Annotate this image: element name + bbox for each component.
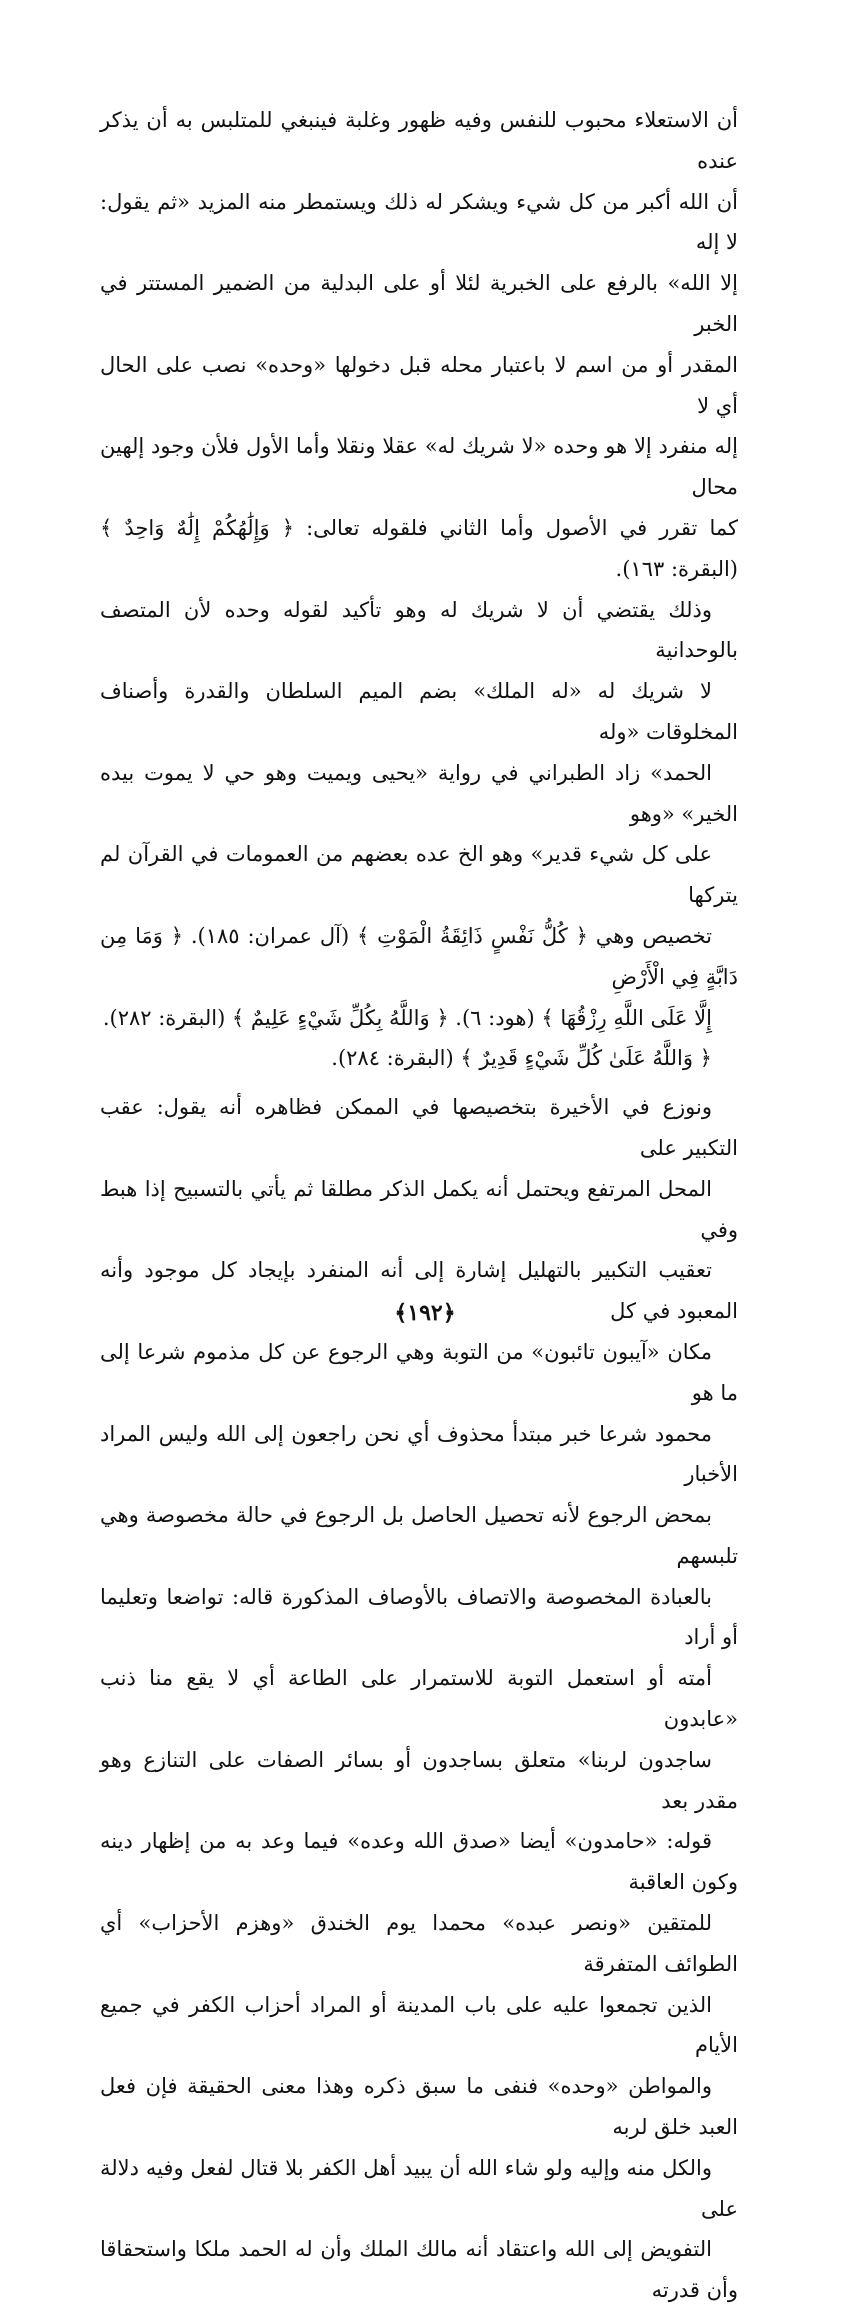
text-line: محمود شرعا خبر مبتدأ محذوف أي نحن راجعون إلى الله وليس المراد الأخبار [100,1421,738,1487]
text-line: ونوزع في الأخيرة بتخصيصها في الممكن فظاهره أنه يقول: عقب التكبير على [100,1095,738,1160]
text-line: أن الاستعلاء محبوب للنفس وفيه ظهور وغلبة فينبغي للمتلبس به أن يذكر عنده [100,108,738,173]
text-line: إلا الله» بالرفع على الخبرية لئلا أو على البدلية من الضمير المستتر في الخبر [100,271,738,336]
paragraph-1 [100,100,738,590]
text-line: تعقيب التكبير بالتهليل إشارة إلى أنه المنفرد بإيجاد كل موجود وأنه المعبود في كل [100,1258,738,1324]
text-line: مكان «آيبون تائبون» من التوبة وهي الرجوع عن كل مذموم شرعا إلى ما هو [100,1339,738,1405]
text-line: والكل منه وإليه ولو شاء الله أن يبيد أهل الكفر بلا قتال لفعل وفيه دلالة على [100,2155,738,2221]
text-line: الذين تجمعوا عليه على باب المدينة أو المراد أحزاب الكفر في جميع الأيام [100,1992,738,2058]
text-line: تخصيص وهي ﴿ كُلُّ نَفْسٍ ذَائِقَةُ الْمَوْتِ ﴾ (آل عمران: ١٨٥). ﴿ وَمَا مِن دَابَّةٍ فِي الْأَرْضِ [100,923,738,989]
text-line: كما تقرر في الأصول وأما الثاني فلقوله تعالى: ﴿ وَإِلَٰهُكُمْ إِلَٰهٌ وَاحِدٌ ﴾ (البقرة: ١٦٣). [100,515,738,581]
text-line: المحل المرتفع ويحتمل أنه يكمل الذكر مطلقا ثم يأتي بالتسبيح إذا هبط وفي [100,1176,738,1242]
paragraph-gap [100,1079,738,1087]
text-line: بالعبادة المخصوصة والاتصاف بالأوصاف المذكورة قاله: تواضعا وتعليما أو أراد [100,1584,738,1650]
text-line: إِلَّا عَلَى اللَّهِ رِزْقُهَا ﴾ (هود: ٦). ﴿ وَاللَّهُ بِكُلِّ شَيْءٍ عَلِيمٌ ﴾ (البقرة: ٢٨٢). [102,1005,712,1030]
text-line: ساجدون لربنا» متعلق بساجدون أو بسائر الصفات على التنازع وهو مقدر بعد [100,1747,738,1813]
text-line: للمتقين «ونصر عبده» محمدا يوم الخندق «وهزم الأحزاب» أي الطوائف المتفرقة [100,1911,738,1976]
paragraph-3 [100,1087,738,2311]
text-line: قوله: «حامدون» أيضا «صدق الله وعده» فيما وعد به من إظهار دينه وكون العاقبة [100,1829,738,1895]
text-line: والمواطن «وحده» فنفى ما سبق ذكره وهذا معنى الحقيقة فإن فعل العبد خلق لربه [100,2074,738,2140]
text-line: التفويض إلى الله واعتقاد أنه مالك الملك وأن له الحمد ملكا واستحقاقا وأن قدرته [100,2237,738,2303]
text-line: ﴿ وَاللَّهُ عَلَىٰ كُلِّ شَيْءٍ قَدِيرٌ ﴾ (البقرة: ٢٨٤). [331,1046,712,1071]
body-text [100,100,738,2311]
text-line: وذلك يقتضي أن لا شريك له وهو تأكيد لقوله وحده لأن المتصف بالوحدانية [100,597,738,663]
text-line: أمته أو استعمل التوبة للاستمرار على الطاعة أي لا يقع منا ذنب «عابدون [100,1666,738,1732]
text-line: المقدر أو من اسم لا باعتبار محله قبل دخولها «وحده» نصب على الحال أي لا [100,352,738,418]
text-line: إله منفرد إلا هو وحده «لا شريك له» عقلا ونقلا وأما الأول فلأن وجود إلهين محال [100,434,738,500]
text-line: على كل شيء قدير» وهو الخ عده بعضهم من العمومات في القرآن لم يتركها [100,842,738,908]
paragraph-2 [100,590,738,1080]
text-line: الحمد» زاد الطبراني في رواية «يحيى ويميت وهو حي لا يموت بيده الخير» «وهو [100,760,738,826]
text-line: لا شريك له «له الملك» بضم الميم السلطان والقدرة وأصناف المخلوقات «وله [100,679,738,744]
text-line: بمحض الرجوع لأنه تحصيل الحاصل بل الرجوع في حالة مخصوصة وهي تلبسهم [100,1503,738,1568]
text-line: أن الله أكبر من كل شيء ويشكر له ذلك ويستمطر منه المزيد «ثم يقول: لا إله [100,189,738,255]
page-number: ﴿١٩٢﴾ [394,1300,456,1326]
